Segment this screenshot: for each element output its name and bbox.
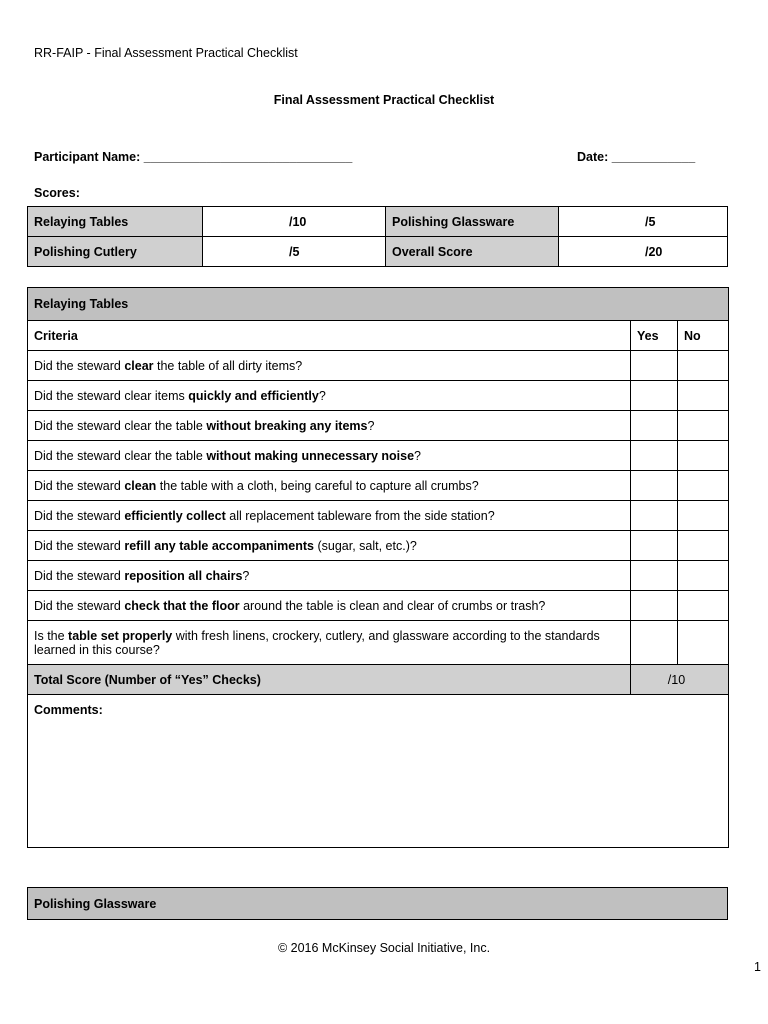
- no-checkbox-cell[interactable]: [678, 441, 729, 471]
- criteria-question: [28, 351, 631, 381]
- question-text: Did the steward clear the table: [34, 448, 207, 463]
- no-checkbox-cell[interactable]: [678, 411, 729, 441]
- criteria-header: Criteria: [28, 321, 631, 351]
- criteria-row: [28, 531, 729, 561]
- scores-label: Scores:: [34, 186, 80, 200]
- section-title: Relaying Tables: [28, 288, 729, 321]
- section-header: [28, 288, 729, 321]
- total-score-row: [28, 665, 729, 695]
- no-checkbox-cell[interactable]: [678, 531, 729, 561]
- scores-row: [28, 237, 728, 267]
- no-checkbox-cell[interactable]: [678, 501, 729, 531]
- question-text: Did the steward clear items: [34, 388, 189, 403]
- no-checkbox-cell[interactable]: [678, 351, 729, 381]
- question-emphasis: efficiently collect: [124, 508, 226, 523]
- question-emphasis: table set properly: [68, 628, 173, 643]
- question-text: Is the: [34, 628, 69, 643]
- yes-checkbox-cell[interactable]: [631, 591, 678, 621]
- question-text: the table with a cloth, being careful to capture all crumbs?: [156, 478, 479, 493]
- criteria-question: [28, 441, 631, 471]
- question-text: around the table is clean and clear of crumbs or trash?: [239, 598, 546, 613]
- no-header: No: [678, 321, 729, 351]
- score-value: /20: [559, 237, 728, 267]
- question-text: ?: [414, 448, 421, 463]
- criteria-question: [28, 621, 631, 665]
- yes-checkbox-cell[interactable]: [631, 621, 678, 665]
- score-label: Polishing Cutlery: [28, 237, 203, 267]
- criteria-question: [28, 381, 631, 411]
- yes-checkbox-cell[interactable]: [631, 561, 678, 591]
- question-emphasis: without breaking any items: [206, 418, 368, 433]
- criteria-list: [28, 351, 729, 665]
- question-emphasis: clean: [124, 478, 157, 493]
- question-emphasis: clear: [124, 358, 154, 373]
- no-checkbox-cell[interactable]: [678, 471, 729, 501]
- question-text: Did the steward: [34, 538, 125, 553]
- criteria-question: [28, 561, 631, 591]
- criteria-row: [28, 591, 729, 621]
- criteria-row: [28, 441, 729, 471]
- criteria-row: [28, 561, 729, 591]
- no-checkbox-cell[interactable]: [678, 621, 729, 665]
- yes-header: Yes: [631, 321, 678, 351]
- yes-checkbox-cell[interactable]: [631, 441, 678, 471]
- criteria-row: [28, 351, 729, 381]
- yes-checkbox-cell[interactable]: [631, 531, 678, 561]
- criteria-question: [28, 591, 631, 621]
- question-emphasis: quickly and efficiently: [188, 388, 319, 403]
- criteria-question: [28, 531, 631, 561]
- question-text: (sugar, salt, etc.)?: [313, 538, 417, 553]
- criteria-question: [28, 471, 631, 501]
- question-emphasis: without making unnecessary noise: [206, 448, 415, 463]
- question-text: Did the steward: [34, 478, 125, 493]
- score-label: Relaying Tables: [28, 207, 203, 237]
- score-value: /5: [559, 207, 728, 237]
- question-text: the table of all dirty items?: [153, 358, 303, 373]
- criteria-question: [28, 411, 631, 441]
- comments-row: [28, 695, 729, 848]
- question-text: with fresh linens, crockery, cutlery, and glassware according to the standards learned in this course?: [34, 628, 600, 657]
- document-title: Final Assessment Practical Checklist: [273, 93, 495, 107]
- score-value: /5: [203, 237, 386, 267]
- yes-checkbox-cell[interactable]: [631, 351, 678, 381]
- question-text: Did the steward: [34, 568, 125, 583]
- question-text: ?: [318, 388, 326, 403]
- criteria-question: [28, 501, 631, 531]
- criteria-row: [28, 621, 729, 665]
- no-checkbox-cell[interactable]: [678, 381, 729, 411]
- document-header: RR-FAIP - Final Assessment Practical Checklist: [34, 46, 298, 60]
- yes-checkbox-cell[interactable]: [631, 471, 678, 501]
- question-emphasis: refill any table accompaniments: [124, 538, 314, 553]
- criteria-row: [28, 381, 729, 411]
- criteria-row: [28, 501, 729, 531]
- date-field: Date: ____________: [577, 150, 696, 164]
- yes-checkbox-cell[interactable]: [631, 411, 678, 441]
- question-text: Did the steward: [34, 508, 125, 523]
- score-label: Overall Score: [386, 237, 559, 267]
- column-header-row: [28, 321, 729, 351]
- question-emphasis: reposition all chairs: [124, 568, 243, 583]
- question-text: Did the steward: [34, 598, 125, 613]
- no-checkbox-cell[interactable]: [678, 591, 729, 621]
- question-text: Did the steward: [34, 358, 125, 373]
- yes-checkbox-cell[interactable]: [631, 501, 678, 531]
- scores-row: [28, 207, 728, 237]
- question-text: ?: [367, 418, 375, 433]
- participant-name-field: Participant Name: ______________________________: [34, 150, 353, 164]
- comments-box[interactable]: Comments:: [28, 695, 729, 848]
- question-text: ?: [242, 568, 250, 583]
- yes-checkbox-cell[interactable]: [631, 381, 678, 411]
- no-checkbox-cell[interactable]: [678, 561, 729, 591]
- section-title: Polishing Glassware: [28, 888, 728, 920]
- score-label: Polishing Glassware: [386, 207, 559, 237]
- copyright-footer: © 2016 McKinsey Social Initiative, Inc.: [277, 941, 491, 955]
- total-score-label: Total Score (Number of “Yes” Checks): [28, 665, 631, 695]
- relaying-tables-checklist: [27, 287, 729, 848]
- total-score-value: /10: [631, 665, 729, 695]
- score-value: /10: [203, 207, 386, 237]
- question-emphasis: check that the floor: [124, 598, 240, 613]
- question-text: Did the steward clear the table: [34, 418, 207, 433]
- criteria-row: [28, 411, 729, 441]
- page-number: 1: [754, 960, 761, 974]
- criteria-row: [28, 471, 729, 501]
- scores-table: [27, 206, 728, 267]
- question-text: all replacement tableware from the side station?: [225, 508, 495, 523]
- polishing-glassware-section: [27, 887, 728, 920]
